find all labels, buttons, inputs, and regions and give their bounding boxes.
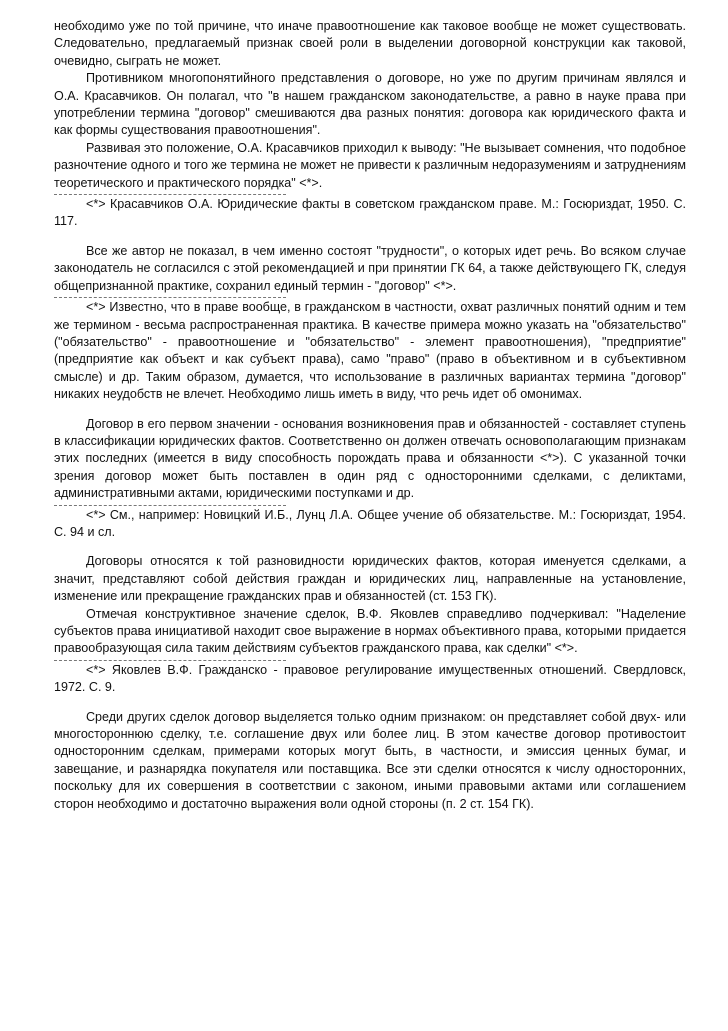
footnote: <*> Яковлев В.Ф. Гражданско - правовое регулирование имущественных отношений. Свердловск, 1972. С. 9. [54, 662, 686, 695]
paragraph: Отмечая конструктивное значение сделок, В.Ф. Яковлев справедливо подчеркивал: "Наделение субъектов права инициативой находит свое выражение в нормах объективного права, которыми придается правообразующая сила таким действиям субъектов гражданского права, как сделки" <*>. [54, 606, 686, 656]
footnote-separator [54, 660, 286, 661]
spacer [54, 697, 686, 709]
footnote: <*> См., например: Новицкий И.Б., Лунц Л.А. Общее учение об обязательстве. М.: Госюриздат, 1954. С. 94 и сл. [54, 507, 686, 539]
paragraph: Все же автор не показал, в чем именно состоят "трудности", о которых идет речь. Во всяком случае законодатель не согласился с этой рекомендацией и при принятии ГК 64, а также действующего ГК, следуя общепризнанной практике, сохранил единый термин - "договор" <*>. [54, 243, 686, 293]
footnote-separator [54, 194, 286, 195]
paragraph: Договоры относятся к той разновидности юридических фактов, которая именуется сделками, а значит, представляют собой действия граждан и юридических лиц, направленные на установление, изменение или прекращение гражданских прав и обязанностей (ст. 153 ГК). [54, 554, 686, 604]
paragraph: Развивая это положение, О.А. Красавчиков приходил к выводу: "Не вызывает сомнения, что подобное разночтение одного и того же термина не может не привести к различным недоразумениям и затруднениям теоретического и практического порядка" <*>. [54, 140, 686, 190]
footnote: <*> Красавчиков О.А. Юридические факты в советском гражданском праве. М.: Госюриздат, 1950. С. 117. [54, 197, 686, 229]
paragraph: Договор в его первом значении - основания возникновения прав и обязанностей - составляет ступень в классификации юридических фактов. Соответственно он должен отвечать основополагающим признакам этих последних (имеется в виду способность порождать права и обязанности <*>). С указанной точки зрения договор может быть поставлен в один ряд с односторонними сделками, с деликтами, административными актами, юридическими поступками и др. [54, 416, 686, 501]
spacer [54, 404, 686, 416]
paragraph: необходимо уже по той причине, что иначе правоотношение как таковое вообще не может существовать. Следовательно, предлагаемый признак своей роли в выделении договорной конструкции как таковой, очевидно, сыграть не может. [54, 19, 686, 68]
footnote-separator [54, 505, 286, 506]
spacer [54, 541, 686, 553]
paragraph: Среди других сделок договор выделяется только одним признаком: он представляет собой двух- или многостороннюю сделку, т.е. соглашение двух или более лиц. В этом качестве договор противостоит односторонним сделкам, примерами которых могут быть, в частности, и эмиссия ценных бумаг, и завещание, и разнарядка покупателя или поставщика. Все эти сделки относятся к числу односторонних, поскольку для их совершения в соответствии с законом, иными правовыми актами или соглашением сторон необходимо и достаточно выражения воли одной стороны (п. 2 ст. 154 ГК). [54, 709, 686, 811]
paragraph: Противником многопонятийного представления о договоре, но уже по другим причинам являлся и О.А. Красавчиков. Он полагал, что "в нашем гражданском законодательстве, а равно в науке права при употреблении термина "договор" смешиваются два разных понятия: договора как юридического факта и как формы существования правоотношения". [54, 71, 686, 138]
footnote-separator [54, 297, 286, 298]
spacer [54, 231, 686, 243]
document-page [54, 18, 686, 813]
footnote: <*> Известно, что в праве вообще, в гражданском в частности, охват различных понятий одним и тем же термином - весьма распространенная практика. В качестве примера можно указать на "обязательство" ("обязательство" - правоотношение и "обязательство" - элемент правоотношения), "предприятие" (предприятие как объект и как субъект права), само "право" (право в объективном и в субъективном смысле) и др. Таким образом, думается, что использование в различных вариантах термина "договор" никаких неудобств не влечет. Необходимо лишь иметь в виду, что речь идет об омонимах. [54, 300, 686, 402]
